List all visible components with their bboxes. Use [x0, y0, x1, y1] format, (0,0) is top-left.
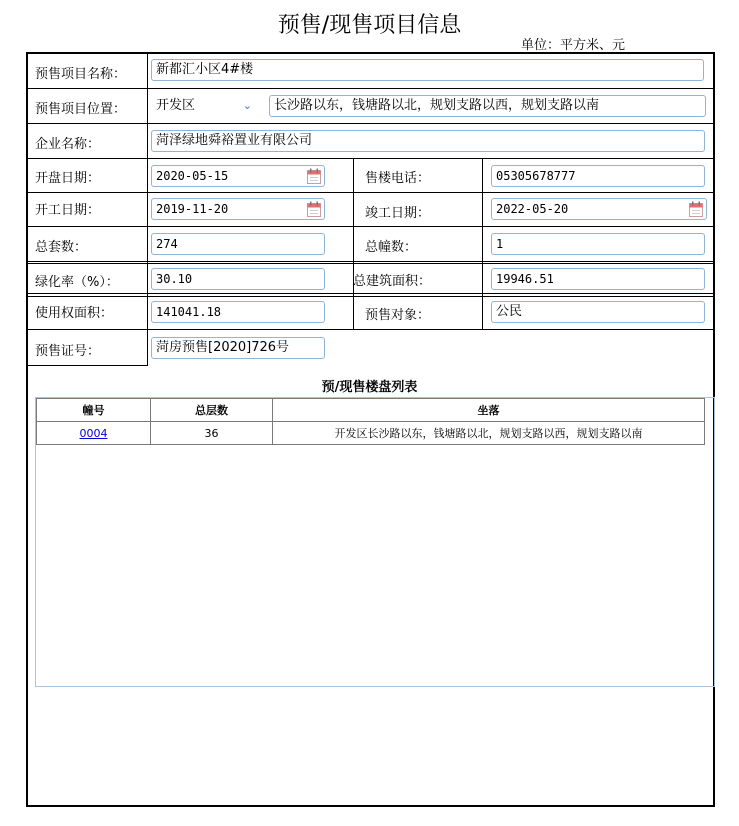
- row-divider: [28, 261, 715, 262]
- green-rate-field[interactable]: 30.10: [151, 268, 325, 290]
- open-date-label: 开盘日期：: [35, 171, 101, 186]
- col-divider: [147, 54, 148, 366]
- building-id-link[interactable]: 0004: [79, 426, 108, 440]
- unit-note: 单位：平方米、元: [521, 38, 626, 53]
- building-id-cell: [37, 422, 151, 445]
- col-divider: [482, 158, 483, 329]
- open-date-field[interactable]: [151, 165, 325, 187]
- location-label: 预售项目位置：: [35, 102, 127, 117]
- use-area-field[interactable]: 141041.18: [151, 301, 325, 323]
- table-row[interactable]: [37, 422, 705, 445]
- finish-date-value: 2022-05-20: [496, 202, 569, 216]
- calendar-icon[interactable]: [307, 201, 321, 217]
- total-buildings-field[interactable]: 1: [491, 233, 705, 255]
- row-divider: [28, 123, 715, 124]
- row-divider: [28, 192, 715, 193]
- project-name-label: 预售项目名称：: [35, 67, 127, 82]
- company-field[interactable]: 菏泽绿地舜裕置业有限公司: [151, 130, 705, 152]
- calendar-icon[interactable]: [689, 201, 703, 217]
- calendar-icon[interactable]: [307, 168, 321, 184]
- col-divider: [353, 158, 354, 329]
- start-date-value: 2019-11-20: [156, 202, 229, 216]
- sales-phone-label: 售楼电话：: [365, 171, 431, 186]
- building-list-grid: [35, 397, 715, 687]
- permit-field[interactable]: 菏房预售[2020]726号: [151, 337, 325, 359]
- row-divider: [28, 296, 715, 297]
- target-field[interactable]: 公民: [491, 301, 705, 323]
- green-rate-label: 绿化率（%）：: [35, 275, 119, 290]
- target-label: 预售对象：: [365, 308, 431, 323]
- row-divider: [28, 88, 715, 89]
- total-area-field[interactable]: 19946.51: [491, 268, 705, 290]
- location-cell: 开发区长沙路以东，钱塘路以北，规划支路以西，规划支路以南: [273, 422, 705, 445]
- total-buildings-label: 总幢数：: [365, 240, 418, 255]
- start-date-label: 开工日期：: [35, 203, 101, 218]
- column-header[interactable]: 幢号: [37, 399, 151, 422]
- finish-date-label: 竣工日期：: [365, 206, 431, 221]
- finish-date-field[interactable]: [491, 198, 707, 220]
- row-divider: [28, 158, 715, 159]
- address-field[interactable]: 长沙路以东，钱塘路以北，规划支路以西，规划支路以南: [269, 95, 706, 117]
- total-units-field[interactable]: 274: [151, 233, 325, 255]
- total-units-label: 总套数：: [35, 240, 88, 255]
- district-selected-value: 开发区: [156, 98, 196, 113]
- row-divider: [28, 293, 715, 294]
- permit-label: 预售证号：: [35, 344, 101, 359]
- use-area-label: 使用权面积：: [35, 306, 114, 321]
- table-header-row: [37, 399, 705, 422]
- open-date-value: 2020-05-15: [156, 169, 229, 183]
- project-name-field[interactable]: 新都汇小区4#楼: [151, 59, 704, 81]
- page-title: 预售/现售项目信息: [277, 13, 462, 38]
- building-list-title: 预/现售楼盘列表: [321, 380, 418, 395]
- chevron-down-icon: ⌄: [242, 99, 252, 112]
- row-divider: [28, 329, 715, 330]
- company-label: 企业名称：: [35, 137, 101, 152]
- start-date-field[interactable]: [151, 198, 325, 220]
- floors-cell: 36: [151, 422, 273, 445]
- column-header[interactable]: 总层数: [151, 399, 273, 422]
- district-select[interactable]: [151, 95, 261, 117]
- sales-phone-field[interactable]: 05305678777: [491, 165, 705, 187]
- row-divider: [28, 263, 715, 264]
- building-table: [36, 398, 705, 445]
- row-divider: [28, 226, 715, 227]
- total-area-label: 总建筑面积：: [353, 274, 432, 289]
- row-divider: [28, 365, 148, 366]
- column-header[interactable]: 坐落: [273, 399, 705, 422]
